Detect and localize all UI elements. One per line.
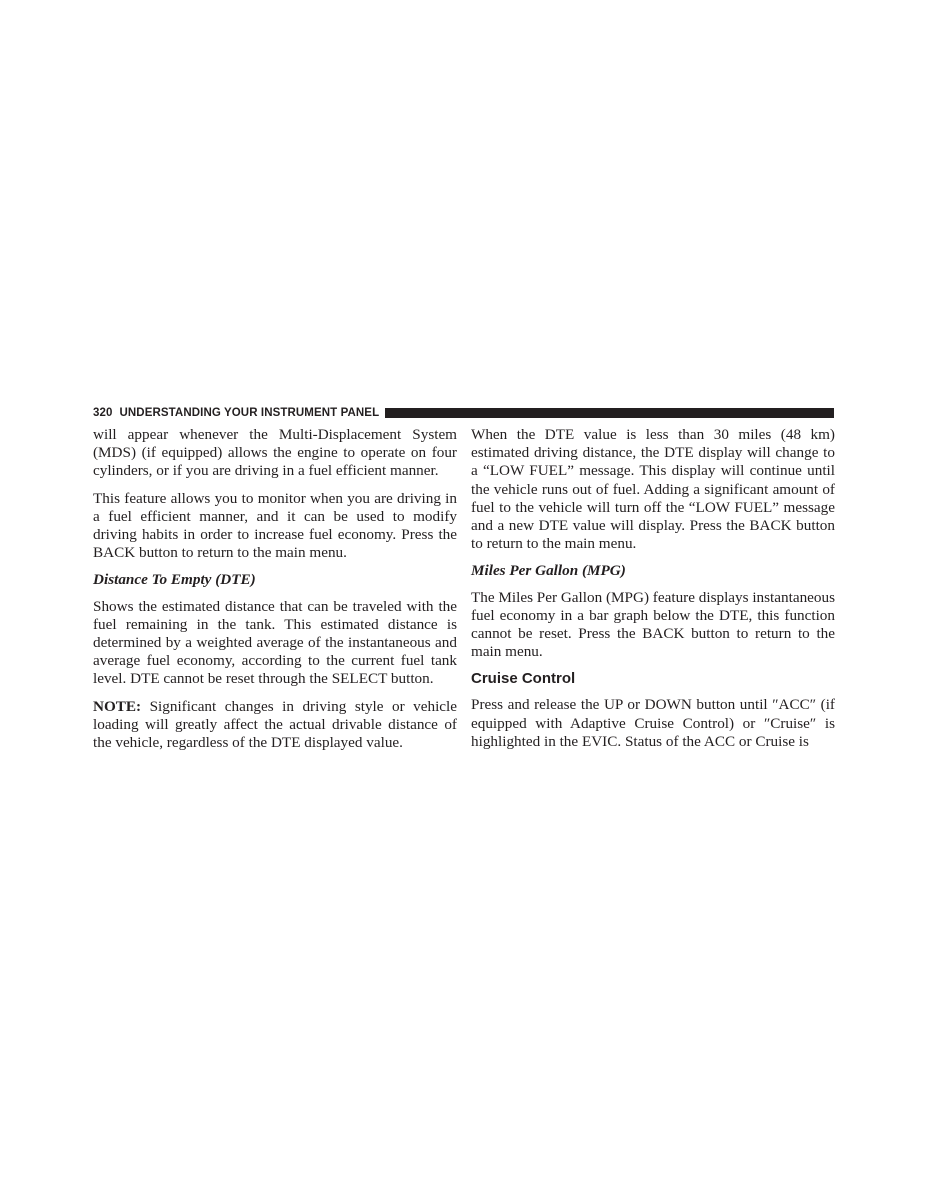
dte-heading: Distance To Empty (DTE) <box>93 571 256 589</box>
paragraph-low-fuel: When the DTE value is less than 30 miles (48 km) estimated driving distance, the DTE display will change to a “LOW FUEL” message. This display will continue until the vehicle runs out of fuel. Adding a significant amount of fuel to the vehicle will turn off the “LOW FUEL” message and a new DTE value will display. Press the BACK button to return to the main menu. <box>471 426 835 553</box>
cruise-control-heading: Cruise Control <box>471 670 576 688</box>
header-rule <box>385 408 834 418</box>
left-column <box>93 426 457 761</box>
note-text: Significant changes in driving style or vehicle loading will greatly affect the actual drivable distance of the vehicle, regardless of the DTE displayed value. <box>93 697 457 752</box>
page-number: 320 <box>93 406 113 419</box>
page-header <box>93 404 834 421</box>
note-label: NOTE: <box>93 697 142 715</box>
mpg-heading: Miles Per Gallon (MPG) <box>471 562 626 580</box>
section-title: UNDERSTANDING YOUR INSTRUMENT PANEL <box>119 406 380 419</box>
paragraph-mpg: The Miles Per Gallon (MPG) feature displays instantaneous fuel economy in a bar graph below the DTE, this function cannot be reset. Press the BACK button to return to the main menu. <box>471 588 836 661</box>
paragraph-mds: will appear whenever the Multi-Displacement System (MDS) (if equipped) allows the engine to operate on four cylinders, or if you are driving in a fuel efficient manner. <box>93 426 457 480</box>
right-column <box>471 426 835 760</box>
paragraph-cruise: Press and release the UP or DOWN button until ″ACC″ (if equipped with Adaptive Cruise Control) or ″Cruise″ is highlighted in the EVIC. Status of the ACC or Cruise is <box>471 696 835 750</box>
paragraph-dte: Shows the estimated distance that can be traveled with the fuel remaining in the tank. This estimated distance is determined by a weighted average of the instantaneous and average fuel economy, according to the current fuel tank level. DTE cannot be reset through the SELECT button. <box>93 597 457 688</box>
note-paragraph <box>93 698 457 753</box>
paragraph-fuel-efficiency: This feature allows you to monitor when you are driving in a fuel efficient manner, and it can be used to modify driving habits in order to increase fuel economy. Press the BACK button to return to the main menu. <box>93 489 457 562</box>
